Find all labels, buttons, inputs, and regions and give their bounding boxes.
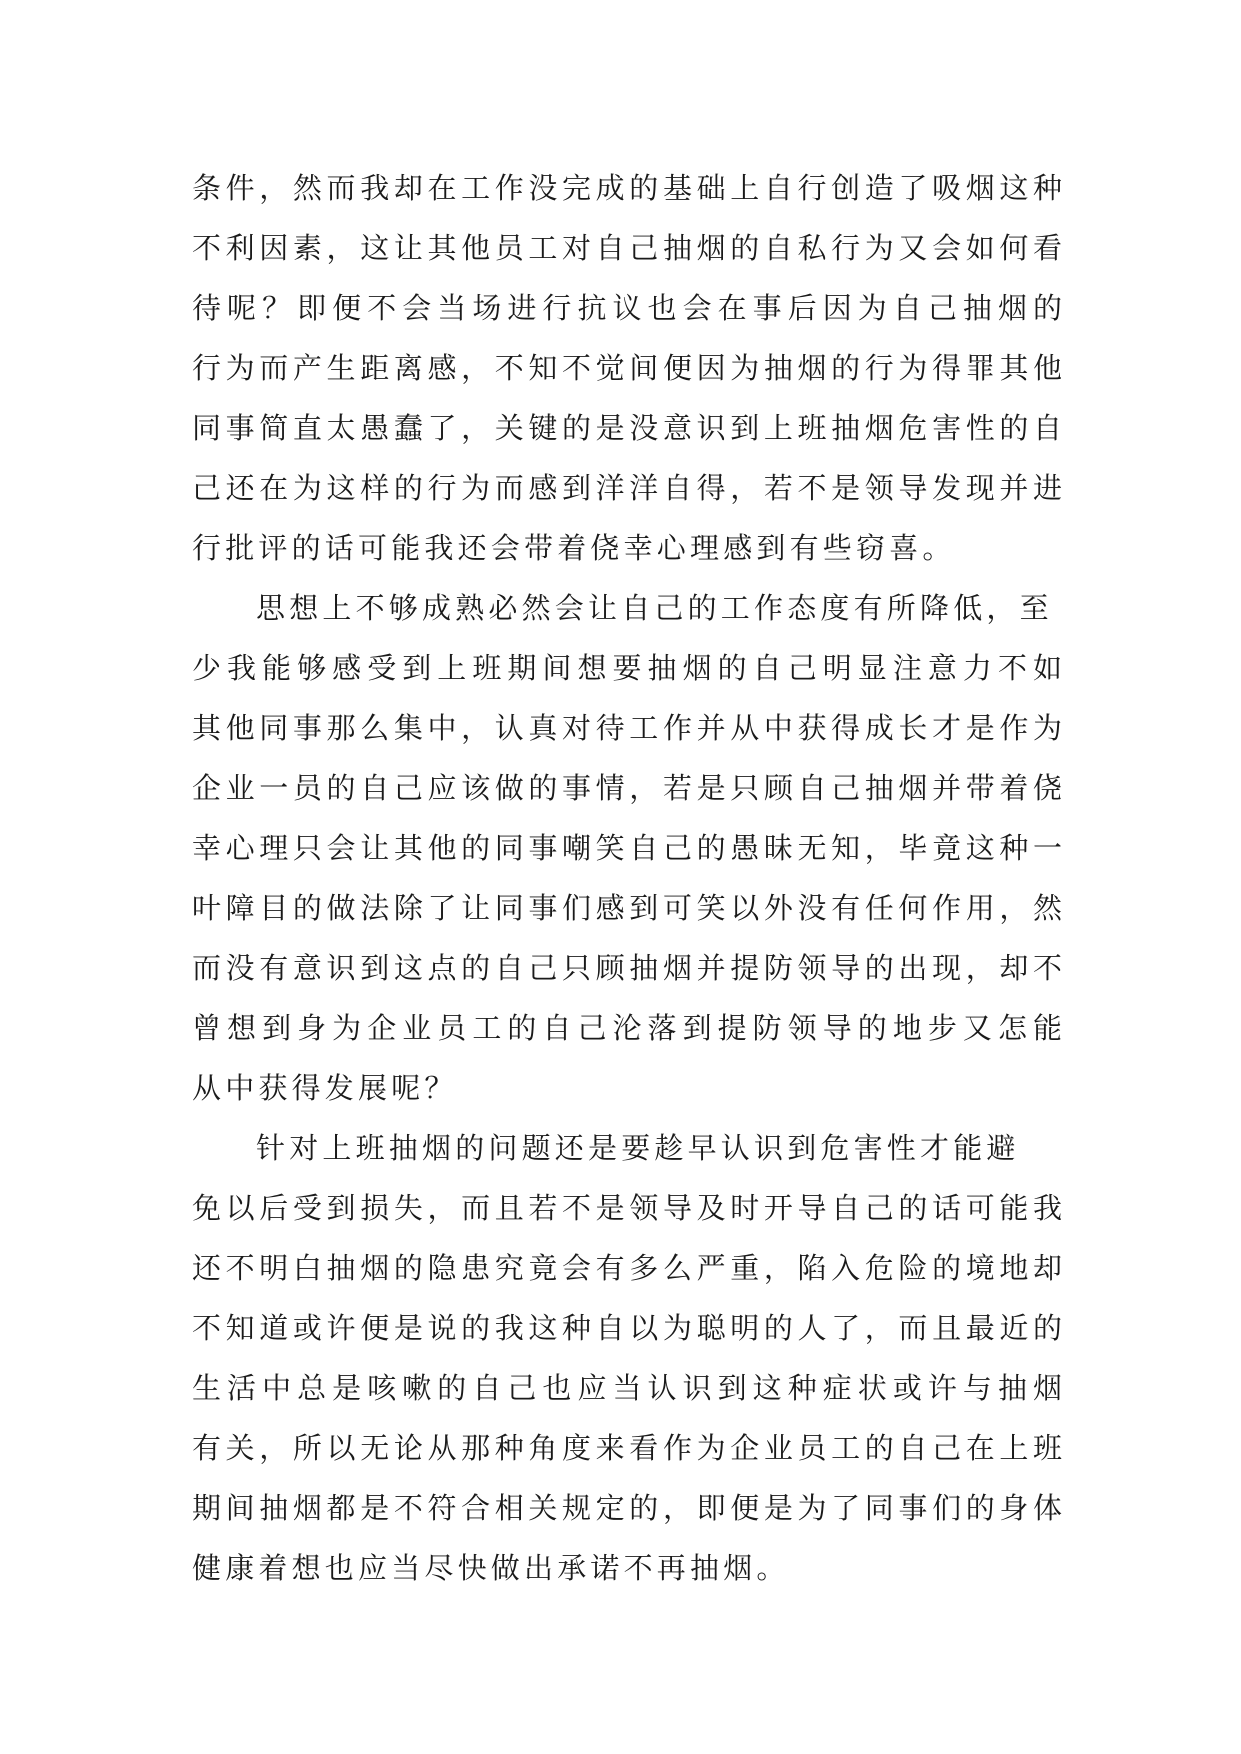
paragraph-line: 健康着想也应当尽快做出承诺不再抽烟。 — [192, 1551, 790, 1585]
paragraph-line: 幸心理只会让其他的同事嘲笑自己的愚昧无知，毕竟这种一 — [192, 831, 1062, 865]
paragraph-line: 少我能够感受到上班期间想要抽烟的自己明显注意力不如 — [192, 651, 1062, 685]
paragraph-line: 其他同事那么集中，认真对待工作并从中获得成长才是作为 — [192, 711, 1062, 745]
paragraph-line: 条件，然而我却在工作没完成的基础上自行创造了吸烟这种 — [192, 171, 1062, 205]
paragraph-line: 待呢？即便不会当场进行抗议也会在事后因为自己抽烟的 — [192, 291, 1062, 325]
paragraph-2 — [192, 578, 1062, 1118]
paragraph-line: 企业一员的自己应该做的事情，若是只顾自己抽烟并带着侥 — [192, 771, 1062, 805]
paragraph-line: 有关，所以无论从那种角度来看作为企业员工的自己在上班 — [192, 1431, 1062, 1465]
paragraph-line: 同事简直太愚蠢了，关键的是没意识到上班抽烟危害性的自 — [192, 411, 1062, 445]
paragraph-line: 而没有意识到这点的自己只顾抽烟并提防领导的出现，却不 — [192, 951, 1062, 985]
paragraph-line-first: 针对上班抽烟的问题还是要趁早认识到危害性才能避 — [256, 1131, 1020, 1165]
paragraph-line-first: 思想上不够成熟必然会让自己的工作态度有所降低，至 — [256, 591, 1053, 625]
paragraph-line: 曾想到身为企业员工的自己沦落到提防领导的地步又怎能 — [192, 1011, 1062, 1045]
paragraph-line: 免以后受到损失，而且若不是领导及时开导自己的话可能我 — [192, 1191, 1062, 1225]
paragraph-line: 期间抽烟都是不符合相关规定的，即便是为了同事们的身体 — [192, 1491, 1062, 1525]
paragraph-line: 叶障目的做法除了让同事们感到可笑以外没有任何作用，然 — [192, 891, 1062, 925]
paragraph-line: 行为而产生距离感，不知不觉间便因为抽烟的行为得罪其他 — [192, 351, 1062, 385]
paragraph-line: 生活中总是咳嗽的自己也应当认识到这种症状或许与抽烟 — [192, 1371, 1062, 1405]
paragraph-line: 还不明白抽烟的隐患究竟会有多么严重，陷入危险的境地却 — [192, 1251, 1062, 1285]
document-body — [192, 158, 1062, 1598]
paragraph-line: 行批评的话可能我还会带着侥幸心理感到有些窃喜。 — [192, 531, 956, 565]
paragraph-line: 己还在为这样的行为而感到洋洋自得，若不是领导发现并进 — [192, 471, 1062, 505]
paragraph-line: 不利因素，这让其他员工对自己抽烟的自私行为又会如何看 — [192, 231, 1062, 265]
paragraph-3 — [192, 1118, 1062, 1598]
paragraph-1 — [192, 158, 1062, 578]
paragraph-line: 不知道或许便是说的我这种自以为聪明的人了，而且最近的 — [192, 1311, 1062, 1345]
paragraph-line: 从中获得发展呢？ — [192, 1071, 458, 1105]
